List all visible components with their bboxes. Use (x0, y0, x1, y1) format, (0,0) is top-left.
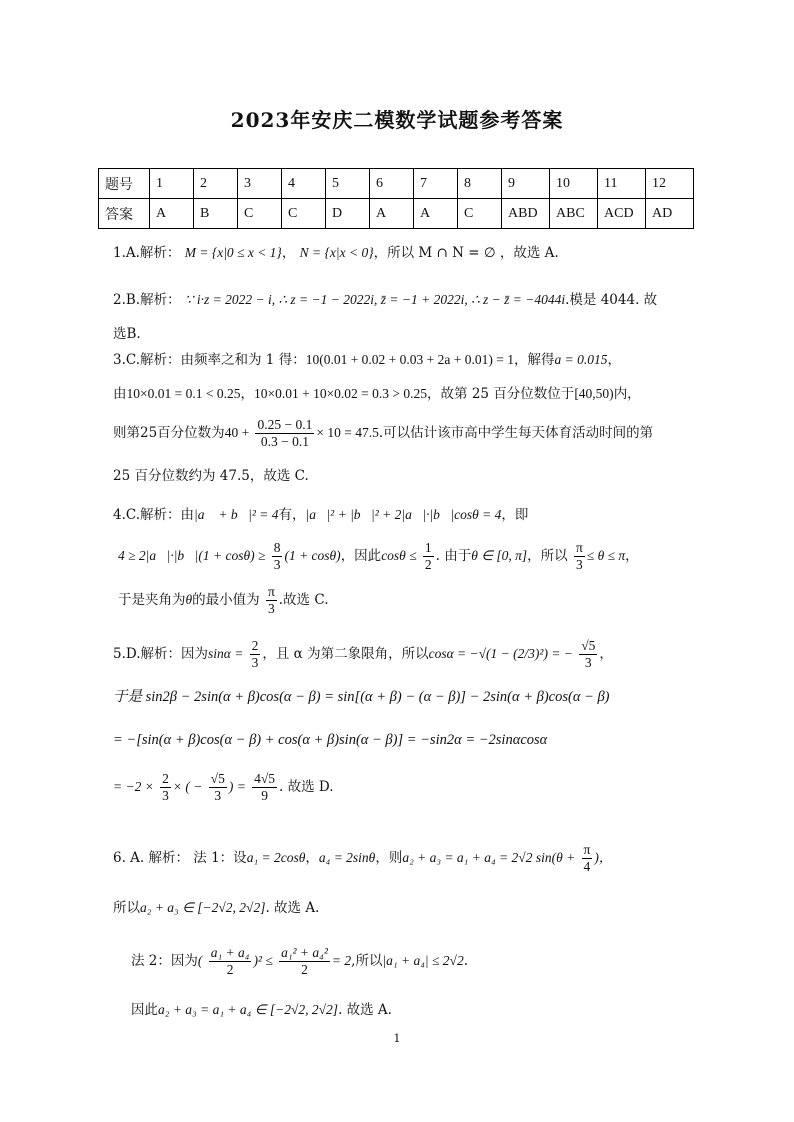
table-cell: ABD (502, 199, 550, 229)
q4-line-2: 4 ≥ 2|a⃗|·|b⃗|(1 + cosθ) ≥ $\frac{8}{3}$ (1 + cosθ)，因此cosθ ≤ $\frac{1}{2}$ . 由于θ ∈ [0, π]，所以 $\frac{\pi}{3}$ ≤ θ ≤ π， (118, 540, 639, 572)
table-cell: 2 (194, 169, 238, 199)
table-header-label: 题号 (99, 169, 150, 199)
q6-line-3: 法 2：因为( $\frac{\text{a₁ + a₄}}{2}$ )² ≤ $\frac{\text{a₁² + a₄²}}{2}$ = 2,所以|a₁ + a₄| ≤ 2√2. (131, 945, 468, 977)
table-cell: C (238, 199, 282, 229)
table-cell: C (282, 199, 326, 229)
q5-line-3: = −[sin(α + β)cos(α − β) + cos(α + β)sin(α − β)] = −sin2α = −2sinαcosα (113, 732, 548, 748)
table-cell: B (194, 199, 238, 229)
q6-line-1: 6. A. 解析： 法 1：设a₁ = 2cosθ，a₄ = 2sinθ，则a₂ + a₃ = a₁ + a₄ = 2√2 sin(θ + $\frac{\pi}{4}$ )， (113, 842, 613, 874)
q6-line-4: 因此a₂ + a₃ = a₁ + a₄ ∈ [−2√2, 2√2]. 故选 A. (131, 1002, 392, 1018)
q4-line-3: 于是夹角为θ的最小值为 $\frac{\pi}{3}$ .故选 C. (118, 584, 329, 616)
table-cell: 6 (370, 169, 414, 199)
table-cell: 11 (598, 169, 646, 199)
table-cell: 9 (502, 169, 550, 199)
q3-line-3: 则第25百分位数为40 + $\frac{0.25 - 0.1}{0.3 - 0.1}$ × 10 = 47.5.可以估计该市高中学生每天体育活动时间的第 (113, 417, 654, 449)
q6-line-2: 所以a₂ + a₃ ∈ [−2√2, 2√2]. 故选 A. (113, 900, 320, 916)
table-cell: 7 (414, 169, 458, 199)
table-row-answers (99, 199, 694, 229)
q3-line-2: 由10×0.01 = 0.1 < 0.25，10×0.01 + 10×0.02 = 0.3 > 0.25，故第 25 百分位数位于[40,50)内， (113, 386, 641, 402)
table-cell: C (458, 199, 502, 229)
table-cell: A (150, 199, 194, 229)
table-cell: AD (646, 199, 694, 229)
q3-line-1: 3.C.解析：由频率之和为 1 得：10(0.01 + 0.02 + 0.03 + 2a + 0.01) = 1，解得a = 0.015， (113, 352, 622, 368)
q5-line-2: 于是 sin2β − 2sin(α + β)cos(α − β) = sin[(α + β) − (α − β)] − 2sin(α + β)cos(α − β) (113, 689, 610, 705)
table-cell: 5 (326, 169, 370, 199)
table-cell: 8 (458, 169, 502, 199)
table-cell: 12 (646, 169, 694, 199)
table-cell: 3 (238, 169, 282, 199)
page-title: 2023年安庆二模数学试题参考答案 (230, 108, 564, 132)
table-row-numbers (99, 169, 694, 199)
q4-line-1: 4.C.解析：由|a⃗ + b⃗|² = 4有，|a⃗|² + |b⃗|² + 2|a⃗|·|b⃗|cosθ = 4，即 (113, 507, 529, 523)
table-cell: A (370, 199, 414, 229)
q3-line-4: 25 百分位数约为 47.5，故选 C. (113, 468, 309, 484)
table-cell: ACD (598, 199, 646, 229)
fraction: $\frac{0.25 - 0.1}{0.3 - 0.1}$ (257, 417, 313, 449)
table-cell: 1 (150, 169, 194, 199)
page-number: 1 (393, 1032, 401, 1045)
q1-solution: 1.A.解析： M = {x|0 ≤ x < 1}， N = {x|x < 0}，所以 M ∩ N = ∅ ，故选 A. (113, 245, 559, 261)
q5-line-1: 5.D.解析：因为sinα = $\frac{2}{3}$ ，且 α 为第二象限角，所以cosα = −√(1 − (2/3)²) = − $\frac{√5}{3}$ ， (113, 638, 613, 670)
table-cell: A (414, 199, 458, 229)
q2-continuation: 选B. (113, 326, 141, 342)
table-cell: 10 (550, 169, 598, 199)
answer-table (98, 168, 694, 229)
table-answer-label: 答案 (99, 199, 150, 229)
q2-solution: 2.B.解析： ∵ i·z = 2022 − i, ∴ z = −1 − 2022i, z̄ = −1 + 2022i, ∴ z − z̄ = −4044i.模是 4044. 故 (113, 292, 658, 308)
table-cell: 4 (282, 169, 326, 199)
q5-line-4: = −2 × $\frac{2}{3}$ × ( − $\frac{√5}{3}$ ) = $\frac{4√5}{9}$ . 故选 D. (113, 771, 334, 803)
table-cell: ABC (550, 199, 598, 229)
table-cell: D (326, 199, 370, 229)
